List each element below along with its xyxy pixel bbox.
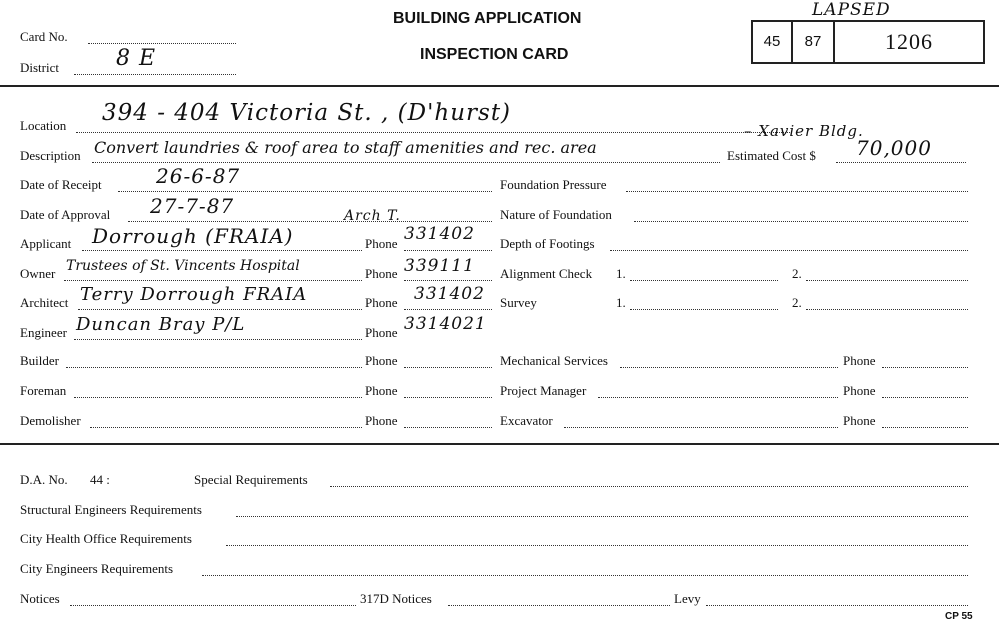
alignment-check-line1 [630,280,778,281]
structural-requirements-line [236,516,968,517]
builder-line [66,367,362,368]
applicant-line [82,250,362,251]
estimated-cost-value: 70,000 [856,136,932,160]
excavator-phone-line [882,427,968,428]
owner-value: Trustees of St. Vincents Hospital [66,258,300,274]
da-no-label: D.A. No. [20,472,68,487]
lapsed-stamp: LAPSED [812,0,891,20]
location-line [76,132,792,133]
mechanical-phone-label: Phone [843,353,876,368]
excavator-line [564,427,838,428]
date-approval-label: Date of Approval [20,207,111,222]
mechanical-label: Mechanical Services [500,353,608,368]
survey-line1 [630,309,778,310]
survey-num2: 2. [792,295,802,310]
levy-line [706,605,968,606]
special-requirements-line [330,486,968,487]
engineer-label: Engineer [20,325,67,340]
builder-label: Builder [20,353,59,368]
applicant-phone-line [404,250,492,251]
health-requirements-line [226,545,968,546]
alignment-check-label: Alignment Check [500,266,593,281]
description-line [92,162,720,163]
architect-phone-label: Phone [365,295,398,310]
project-manager-line [598,397,838,398]
alignment-check-num1: 1. [616,266,626,281]
applicant-label: Applicant [20,236,72,251]
card-title-line1: BUILDING APPLICATION [393,10,582,27]
demolisher-phone-line [404,427,492,428]
survey-line2 [806,309,968,310]
applicant-phone-value: 331402 [404,224,475,244]
foreman-phone-line [404,397,492,398]
engineer-value: Duncan Bray P/L [76,314,246,335]
card-no-line [88,43,236,44]
card-box-cell-3: 1206 [885,29,933,54]
district-line [74,74,236,75]
owner-phone-value: 339111 [404,256,475,276]
applicant-value: Dorrough (FRAIA) [92,224,294,248]
foreman-line [74,397,362,398]
description-label: Description [20,148,81,163]
foreman-label: Foreman [20,383,67,398]
project-manager-phone-line [882,397,968,398]
demolisher-label: Demolisher [20,413,81,428]
header-rule [0,85,999,87]
date-approval-value: 27-7-87 [150,194,235,218]
architect-value: Terry Dorrough FRAIA [80,284,308,305]
district-label: District [20,60,59,75]
survey-num1: 1. [616,295,626,310]
depth-footings-line [610,250,968,251]
city-eng-requirements-line [202,575,968,576]
demolisher-line [90,427,362,428]
owner-label: Owner [20,266,56,281]
depth-footings-label: Depth of Footings [500,236,595,251]
excavator-label: Excavator [500,413,553,428]
owner-phone-label: Phone [365,266,398,281]
da-no-value: 44 : [90,472,110,487]
foundation-pressure-line [626,191,968,192]
date-receipt-line [118,191,492,192]
project-manager-phone-label: Phone [843,383,876,398]
engineer-phone-label: Phone [365,325,398,340]
builder-phone-line [404,367,492,368]
alignment-check-num2: 2. [792,266,802,281]
excavator-phone-label: Phone [843,413,876,428]
applicant-phone-label: Phone [365,236,398,251]
date-approval-line [128,221,492,222]
form-code: CP 55 [945,611,973,622]
foreman-phone-label: Phone [365,383,398,398]
project-manager-label: Project Manager [500,383,587,398]
survey-label: Survey [500,295,537,310]
foundation-pressure-label: Foundation Pressure [500,177,607,192]
builder-phone-label: Phone [365,353,398,368]
alignment-check-line2 [806,280,968,281]
notices-317d-label: 317D Notices [360,591,432,606]
architect-phone-line [404,309,492,310]
card-box-cell-1: 45 [763,33,781,50]
nature-foundation-label: Nature of Foundation [500,207,612,222]
applicant-note: Arch T. [344,208,401,224]
notices-317d-line [448,605,670,606]
engineer-line [74,339,362,340]
mechanical-line [620,367,838,368]
levy-label: Levy [674,591,701,606]
mechanical-phone-line [882,367,968,368]
date-receipt-value: 26-6-87 [156,164,241,188]
notices-label: Notices [20,591,60,606]
special-requirements-label: Special Requirements [194,472,308,487]
architect-phone-value: 331402 [414,284,485,304]
city-eng-requirements-label: City Engineers Requirements [20,561,174,576]
architect-line [78,309,362,310]
card-no-label: Card No. [20,29,68,44]
health-requirements-label: City Health Office Requirements [20,531,192,546]
district-value: 8 E [116,46,157,71]
nature-foundation-line [634,221,968,222]
card-title-line2: INSPECTION CARD [420,46,569,63]
fields-rule [0,443,999,445]
location-label: Location [20,118,67,133]
description-value: Convert laundries & roof area to staff amenities and rec. area [94,138,597,157]
card-number-box [751,20,985,64]
notices-line [70,605,356,606]
date-receipt-label: Date of Receipt [20,177,102,192]
estimated-cost-line [836,162,966,163]
estimated-cost-label: Estimated Cost $ [727,148,816,163]
description-note: – Xavier Bldg. [744,122,864,140]
owner-line [64,280,362,281]
location-value: 394 - 404 Victoria St. , (D'hurst) [102,100,512,126]
demolisher-phone-label: Phone [365,413,398,428]
card-box-cell-2: 87 [804,33,822,50]
engineer-phone-value: 3314021 [404,314,487,334]
architect-label: Architect [20,295,69,310]
structural-requirements-label: Structural Engineers Requirements [20,502,202,517]
owner-phone-line [404,280,492,281]
